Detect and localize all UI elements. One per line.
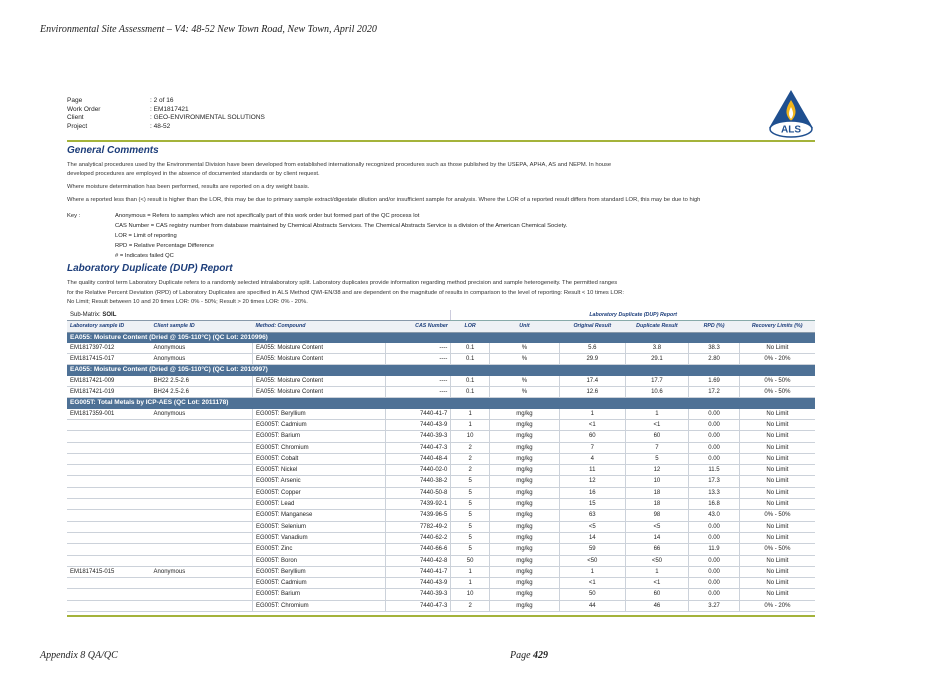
column-header: Laboratory sample ID bbox=[67, 321, 151, 332]
table-cell: 2 bbox=[451, 465, 490, 476]
footer-appendix: Appendix 8 QA/QC bbox=[40, 650, 118, 661]
table-cell: No Limit bbox=[739, 453, 815, 464]
table-cell: 17.4 bbox=[560, 376, 626, 387]
table-cell: 60 bbox=[625, 589, 689, 600]
column-header: Client sample ID bbox=[151, 321, 253, 332]
table-cell: 0.00 bbox=[689, 578, 740, 589]
table-cell: No Limit bbox=[739, 409, 815, 420]
table-cell bbox=[67, 419, 151, 430]
meta-row bbox=[67, 97, 815, 106]
table-cell: EA055: Moisture Content bbox=[252, 354, 385, 365]
table-cell: No Limit bbox=[739, 476, 815, 487]
table-cell bbox=[67, 465, 151, 476]
table-cell: 7440-39-3 bbox=[385, 589, 450, 600]
table-row bbox=[67, 442, 815, 453]
table-cell: EG005T: Zinc bbox=[252, 544, 385, 555]
column-header: Original Result bbox=[560, 321, 626, 332]
table-cell: EM1817421-019 bbox=[67, 387, 151, 398]
table-cell bbox=[151, 419, 253, 430]
table-row bbox=[67, 566, 815, 577]
table-cell: mg/kg bbox=[489, 510, 559, 521]
general-comments-title: General Comments bbox=[67, 145, 159, 156]
table-cell: EG005T: Cadmium bbox=[252, 419, 385, 430]
table-cell: EG005T: Manganese bbox=[252, 510, 385, 521]
table-cell: 5 bbox=[451, 476, 490, 487]
table-cell: mg/kg bbox=[489, 578, 559, 589]
meta-value: : EM1817421 bbox=[150, 105, 189, 113]
table-cell: ---- bbox=[385, 376, 450, 387]
qc-lot-header bbox=[67, 332, 815, 343]
table-cell: No Limit bbox=[739, 555, 815, 566]
column-header: Duplicate Result bbox=[625, 321, 689, 332]
table-cell: 29.1 bbox=[625, 354, 689, 365]
table-cell: 18 bbox=[625, 487, 689, 498]
table-cell: <1 bbox=[625, 419, 689, 430]
table-cell: 12.6 bbox=[560, 387, 626, 398]
table-cell: 0% - 50% bbox=[739, 544, 815, 555]
table-cell: 7 bbox=[560, 442, 626, 453]
key-item: RPD = Relative Percentage Difference bbox=[115, 243, 214, 249]
table-cell: 7440-62-2 bbox=[385, 532, 450, 543]
table-cell: No Limit bbox=[739, 578, 815, 589]
table-row bbox=[67, 387, 815, 398]
als-logo bbox=[765, 88, 817, 138]
table-cell: 0% - 20% bbox=[739, 354, 815, 365]
table-cell: 59 bbox=[560, 544, 626, 555]
table-cell bbox=[151, 442, 253, 453]
table-row bbox=[67, 376, 815, 387]
table-cell: 7440-41-7 bbox=[385, 409, 450, 420]
meta-label: Client bbox=[67, 114, 84, 121]
table-row bbox=[67, 578, 815, 589]
table-row bbox=[67, 499, 815, 510]
table-cell: <1 bbox=[625, 578, 689, 589]
table-cell: 16 bbox=[560, 487, 626, 498]
table-cell: 2.80 bbox=[689, 354, 740, 365]
table-row bbox=[67, 532, 815, 543]
table-cell: EG005T: Chromium bbox=[252, 442, 385, 453]
table-cell: % bbox=[489, 354, 559, 365]
table-cell: 44 bbox=[560, 600, 626, 611]
table-cell bbox=[67, 532, 151, 543]
table-cell: EA055: Moisture Content bbox=[252, 343, 385, 354]
dup-para-2: for the Relative Percent Deviation (RPD) of Laboratory Duplicates are specified in ALS Method QWI-EN/38 and are dependent on the magnitude of results in comparison to the level of reporting: Result < 10 times LOR: bbox=[67, 290, 624, 296]
divider bbox=[67, 140, 815, 142]
table-cell: 10.6 bbox=[625, 387, 689, 398]
table-cell: 14 bbox=[560, 532, 626, 543]
column-header: Recovery Limits (%) bbox=[739, 321, 815, 332]
table-cell: EG005T: Copper bbox=[252, 487, 385, 498]
table-cell: 0.00 bbox=[689, 555, 740, 566]
table-cell: No Limit bbox=[739, 521, 815, 532]
table-cell: 2 bbox=[451, 600, 490, 611]
table-cell: EM1817415-017 bbox=[67, 354, 151, 365]
report-meta bbox=[67, 97, 815, 131]
table-cell: % bbox=[489, 376, 559, 387]
table-cell: 7440-47-3 bbox=[385, 600, 450, 611]
table-cell: EG005T: Selenium bbox=[252, 521, 385, 532]
table-cell: 5.6 bbox=[560, 343, 626, 354]
table-row bbox=[67, 409, 815, 420]
table-cell: 63 bbox=[560, 510, 626, 521]
table-cell: 5 bbox=[451, 521, 490, 532]
dup-para-3: No Limit; Result between 10 and 20 times LOR: 0% - 50%; Result > 20 times LOR: 0% - 20%. bbox=[67, 299, 308, 305]
table-cell: 17.3 bbox=[689, 476, 740, 487]
table-cell: 60 bbox=[560, 431, 626, 442]
table-cell bbox=[67, 555, 151, 566]
column-header: LOR bbox=[451, 321, 490, 332]
table-cell bbox=[67, 476, 151, 487]
flame-triangle-icon bbox=[765, 88, 817, 138]
table-cell: BH22 2.5-2.6 bbox=[151, 376, 253, 387]
table-cell: 2 bbox=[451, 453, 490, 464]
table-cell bbox=[67, 510, 151, 521]
table-cell: 10 bbox=[451, 431, 490, 442]
table-cell bbox=[67, 600, 151, 611]
table-cell: 29.9 bbox=[560, 354, 626, 365]
table-cell: 0.00 bbox=[689, 532, 740, 543]
table-cell: 2 bbox=[451, 442, 490, 453]
table-cell: 4 bbox=[560, 453, 626, 464]
table-cell: 0.00 bbox=[689, 453, 740, 464]
table-cell: ---- bbox=[385, 343, 450, 354]
meta-label: Page bbox=[67, 97, 83, 104]
table-cell: 0.1 bbox=[451, 376, 490, 387]
table-cell bbox=[67, 442, 151, 453]
table-cell bbox=[151, 578, 253, 589]
table-cell: 0.00 bbox=[689, 419, 740, 430]
table-cell: 11.5 bbox=[689, 465, 740, 476]
table-cell: % bbox=[489, 343, 559, 354]
table-cell: 7440-02-0 bbox=[385, 465, 450, 476]
submatrix-cell: Sub-Matrix: SOIL bbox=[70, 312, 117, 318]
table-cell: mg/kg bbox=[489, 521, 559, 532]
table-cell: No Limit bbox=[739, 532, 815, 543]
column-header: CAS Number bbox=[385, 321, 450, 332]
table-cell: 11.9 bbox=[689, 544, 740, 555]
table-cell: Anonymous bbox=[151, 343, 253, 354]
table-cell: 1 bbox=[625, 566, 689, 577]
table-cell: mg/kg bbox=[489, 544, 559, 555]
table-cell: EG005T: Chromium bbox=[252, 600, 385, 611]
table-cell: 0% - 50% bbox=[739, 510, 815, 521]
table-cell: 1 bbox=[560, 566, 626, 577]
dup-para-1: The quality control term Laboratory Duplicate refers to a randomly selected intralaboratory split. Laboratory duplicates provide information regarding method precision and sample heterogeneity. The permitted ranges bbox=[67, 280, 618, 286]
table-cell bbox=[151, 510, 253, 521]
meta-value: : 48-52 bbox=[150, 122, 171, 130]
table-cell: 38.3 bbox=[689, 343, 740, 354]
table-cell: 14 bbox=[625, 532, 689, 543]
table-cell: EG005T: Beryllium bbox=[252, 566, 385, 577]
table-cell bbox=[151, 453, 253, 464]
table-cell: mg/kg bbox=[489, 409, 559, 420]
table-cell: 7440-38-2 bbox=[385, 476, 450, 487]
table-cell bbox=[67, 578, 151, 589]
table-cell: mg/kg bbox=[489, 442, 559, 453]
table-cell bbox=[67, 431, 151, 442]
table-cell: ---- bbox=[385, 387, 450, 398]
table-cell: 0.00 bbox=[689, 589, 740, 600]
table-cell: 17.2 bbox=[689, 387, 740, 398]
table-cell: 7440-50-8 bbox=[385, 487, 450, 498]
table-row bbox=[67, 589, 815, 600]
general-para-1b: developed procedures are employed in the absence of documented standards or by client request. bbox=[67, 171, 320, 177]
table-cell bbox=[151, 476, 253, 487]
table-cell bbox=[67, 544, 151, 555]
table-cell: 0% - 50% bbox=[739, 376, 815, 387]
table-cell: mg/kg bbox=[489, 555, 559, 566]
table-cell: mg/kg bbox=[489, 532, 559, 543]
table-cell: 0.00 bbox=[689, 566, 740, 577]
meta-row bbox=[67, 106, 815, 115]
table-cell: EG005T: Cobalt bbox=[252, 453, 385, 464]
table-cell: 50 bbox=[451, 555, 490, 566]
table-cell: EM1817415-015 bbox=[67, 566, 151, 577]
qc-lot-header bbox=[67, 365, 815, 376]
key-item: LOR = Limit of reporting bbox=[115, 233, 177, 239]
table-cell: EG005T: Lead bbox=[252, 499, 385, 510]
table-cell: 1 bbox=[451, 578, 490, 589]
table-row bbox=[67, 487, 815, 498]
qc-lot-header bbox=[67, 398, 815, 409]
table-cell: 16.8 bbox=[689, 499, 740, 510]
general-para-2: Where moisture determination has been performed, results are reported on a dry weight basis. bbox=[67, 184, 310, 190]
table-cell bbox=[151, 532, 253, 543]
qc-lot-title: EG005T: Total Metals by ICP-AES (QC Lot: 2011178) bbox=[67, 398, 815, 409]
table-cell: No Limit bbox=[739, 442, 815, 453]
table-row bbox=[67, 343, 815, 354]
divider-bottom bbox=[67, 615, 815, 617]
table-cell: 46 bbox=[625, 600, 689, 611]
table-cell: 15 bbox=[560, 499, 626, 510]
table-cell: 5 bbox=[451, 544, 490, 555]
table-cell: No Limit bbox=[739, 589, 815, 600]
table-cell bbox=[151, 499, 253, 510]
table-cell bbox=[67, 589, 151, 600]
table-cell: 0% - 50% bbox=[739, 387, 815, 398]
table-row bbox=[67, 510, 815, 521]
table-cell: mg/kg bbox=[489, 600, 559, 611]
table-cell: 7440-43-9 bbox=[385, 419, 450, 430]
meta-label: Work Order bbox=[67, 105, 101, 113]
table-cell: 0.1 bbox=[451, 354, 490, 365]
table-cell bbox=[67, 499, 151, 510]
table-cell: mg/kg bbox=[489, 487, 559, 498]
table-row bbox=[67, 453, 815, 464]
table-cell: 0% - 20% bbox=[739, 600, 815, 611]
table-cell: 1 bbox=[625, 409, 689, 420]
table-cell bbox=[151, 465, 253, 476]
table-cell: 1.69 bbox=[689, 376, 740, 387]
page-header: Environmental Site Assessment – V4: 48-52 New Town Road, New Town, April 2020 bbox=[40, 24, 377, 35]
key-item: Anonymous = Refers to samples which are not specifically part of this work order but formed part of the QC process lot bbox=[115, 213, 420, 219]
table-cell: 60 bbox=[625, 431, 689, 442]
footer-page: Page 429 bbox=[510, 650, 549, 661]
table-cell: 3.27 bbox=[689, 600, 740, 611]
column-headers bbox=[67, 321, 815, 332]
table-cell: EM1817397-012 bbox=[67, 343, 151, 354]
table-cell: <50 bbox=[560, 555, 626, 566]
table-cell: 10 bbox=[625, 476, 689, 487]
table-cell: 10 bbox=[451, 589, 490, 600]
table-cell bbox=[151, 544, 253, 555]
table-cell: 7440-47-3 bbox=[385, 442, 450, 453]
table-cell: mg/kg bbox=[489, 499, 559, 510]
table-cell: 5 bbox=[451, 487, 490, 498]
dup-report-title: Laboratory Duplicate (DUP) Report bbox=[67, 263, 233, 274]
table-row bbox=[67, 419, 815, 430]
table-cell: No Limit bbox=[739, 487, 815, 498]
table-cell: <5 bbox=[625, 521, 689, 532]
duplicate-table bbox=[67, 310, 815, 612]
table-cell: ---- bbox=[385, 354, 450, 365]
table-cell bbox=[151, 487, 253, 498]
table-cell: 7440-41-7 bbox=[385, 566, 450, 577]
table-cell: No Limit bbox=[739, 566, 815, 577]
table-cell bbox=[151, 555, 253, 566]
table-cell: Anonymous bbox=[151, 409, 253, 420]
table-cell: 7782-49-2 bbox=[385, 521, 450, 532]
table-cell: 7440-48-4 bbox=[385, 453, 450, 464]
table-row bbox=[67, 555, 815, 566]
table-cell: 7440-42-8 bbox=[385, 555, 450, 566]
table-cell: 12 bbox=[625, 465, 689, 476]
table-cell: 7440-66-6 bbox=[385, 544, 450, 555]
table-cell: No Limit bbox=[739, 343, 815, 354]
table-cell: % bbox=[489, 387, 559, 398]
table-cell: No Limit bbox=[739, 465, 815, 476]
table-cell bbox=[151, 521, 253, 532]
table-cell: EG005T: Vanadium bbox=[252, 532, 385, 543]
table-cell: EM1817421-009 bbox=[67, 376, 151, 387]
table-row bbox=[67, 521, 815, 532]
qc-lot-title: EA055: Moisture Content (Dried @ 105-110°C) (QC Lot: 2010997) bbox=[67, 365, 815, 376]
table-cell bbox=[67, 521, 151, 532]
table-cell bbox=[67, 453, 151, 464]
column-header: Unit bbox=[489, 321, 559, 332]
table-cell: 1 bbox=[451, 419, 490, 430]
table-cell: EG005T: Cadmium bbox=[252, 578, 385, 589]
general-para-3: Where a reported less than (<) result is higher than the LOR, this may be due to primary sample extract/digestate dilution and/or insufficient sample for analysis. Where the LOR of a reported result differs from standard LOR, this may be due to high bbox=[67, 197, 701, 203]
key-label: Key : bbox=[67, 213, 81, 219]
table-cell: 43.0 bbox=[689, 510, 740, 521]
table-cell: 1 bbox=[451, 566, 490, 577]
table-cell: 0.00 bbox=[689, 442, 740, 453]
table-cell: EG005T: Barium bbox=[252, 589, 385, 600]
column-header: RPD (%) bbox=[689, 321, 740, 332]
table-cell: EM1817359-001 bbox=[67, 409, 151, 420]
table-cell: 50 bbox=[560, 589, 626, 600]
table-cell: 1 bbox=[560, 409, 626, 420]
table-cell bbox=[67, 487, 151, 498]
table-cell bbox=[151, 600, 253, 611]
table-cell: 0.1 bbox=[451, 387, 490, 398]
table-cell: 0.1 bbox=[451, 343, 490, 354]
table-cell: EG005T: Beryllium bbox=[252, 409, 385, 420]
table-cell: BH24 2.5-2.6 bbox=[151, 387, 253, 398]
table-cell: 5 bbox=[451, 499, 490, 510]
table-cell: 0.00 bbox=[689, 521, 740, 532]
meta-value: : GEO-ENVIRONMENTAL SOLUTIONS bbox=[150, 114, 265, 121]
table-cell: mg/kg bbox=[489, 476, 559, 487]
table-cell: 98 bbox=[625, 510, 689, 521]
table-cell: EG005T: Arsenic bbox=[252, 476, 385, 487]
table-cell: No Limit bbox=[739, 419, 815, 430]
column-header: Method: Compound bbox=[252, 321, 385, 332]
table-cell: 0.00 bbox=[689, 431, 740, 442]
table-row bbox=[67, 354, 815, 365]
table-cell: mg/kg bbox=[489, 453, 559, 464]
table-cell: 5 bbox=[625, 453, 689, 464]
table-cell: 13.3 bbox=[689, 487, 740, 498]
meta-row bbox=[67, 123, 815, 132]
table-cell: 5 bbox=[451, 532, 490, 543]
table-cell: <1 bbox=[560, 578, 626, 589]
table-cell: 7440-39-3 bbox=[385, 431, 450, 442]
table-cell: 18 bbox=[625, 499, 689, 510]
table-row bbox=[67, 544, 815, 555]
table-cell: mg/kg bbox=[489, 589, 559, 600]
table-cell: 7439-96-5 bbox=[385, 510, 450, 521]
table-cell: Anonymous bbox=[151, 566, 253, 577]
table-cell: 12 bbox=[560, 476, 626, 487]
table-row bbox=[67, 465, 815, 476]
table-row bbox=[67, 476, 815, 487]
table-cell: 5 bbox=[451, 510, 490, 521]
table-cell: Anonymous bbox=[151, 354, 253, 365]
table-cell: 7440-43-9 bbox=[385, 578, 450, 589]
table-cell bbox=[151, 589, 253, 600]
table-row bbox=[67, 600, 815, 611]
table-cell: EA055: Moisture Content bbox=[252, 387, 385, 398]
table-cell: 7 bbox=[625, 442, 689, 453]
table-cell: 17.7 bbox=[625, 376, 689, 387]
table-cell: 7439-92-1 bbox=[385, 499, 450, 510]
key-item: # = Indicates failed QC bbox=[115, 253, 174, 259]
table-cell: mg/kg bbox=[489, 431, 559, 442]
table-cell: 66 bbox=[625, 544, 689, 555]
table-cell: mg/kg bbox=[489, 419, 559, 430]
meta-label: Project bbox=[67, 122, 88, 130]
table-cell: EG005T: Nickel bbox=[252, 465, 385, 476]
key-item: CAS Number = CAS registry number from database maintained by Chemical Abstracts Services. The Chemical Abstracts Service is a division of the American Chemical Society. bbox=[115, 223, 568, 229]
key-list bbox=[115, 211, 567, 261]
table-cell: No Limit bbox=[739, 431, 815, 442]
table-cell bbox=[151, 431, 253, 442]
meta-row bbox=[67, 114, 815, 123]
table-cell: mg/kg bbox=[489, 566, 559, 577]
meta-value: : 2 of 16 bbox=[150, 97, 174, 104]
table-cell: <50 bbox=[625, 555, 689, 566]
logo-text: ALS bbox=[781, 124, 801, 136]
table-cell: 1 bbox=[451, 409, 490, 420]
table-cell: 3.8 bbox=[625, 343, 689, 354]
table-cell: No Limit bbox=[739, 499, 815, 510]
table-cell: EA055: Moisture Content bbox=[252, 376, 385, 387]
table-cell: 0.00 bbox=[689, 409, 740, 420]
group-header: Laboratory Duplicate (DUP) Report bbox=[451, 310, 815, 321]
general-para-1a: The analytical procedures used by the Environmental Division have been developed from established internationally recognized procedures such as those published by the USEPA, APHA, AS and NEPM. In house bbox=[67, 162, 612, 168]
table-row bbox=[67, 431, 815, 442]
table-cell: <1 bbox=[560, 419, 626, 430]
table-cell: EG005T: Boron bbox=[252, 555, 385, 566]
table-cell: EG005T: Barium bbox=[252, 431, 385, 442]
table-cell: <5 bbox=[560, 521, 626, 532]
table-cell: mg/kg bbox=[489, 465, 559, 476]
table-cell: 11 bbox=[560, 465, 626, 476]
qc-lot-title: EA055: Moisture Content (Dried @ 105-110°C) (QC Lot: 2010996) bbox=[67, 332, 815, 343]
